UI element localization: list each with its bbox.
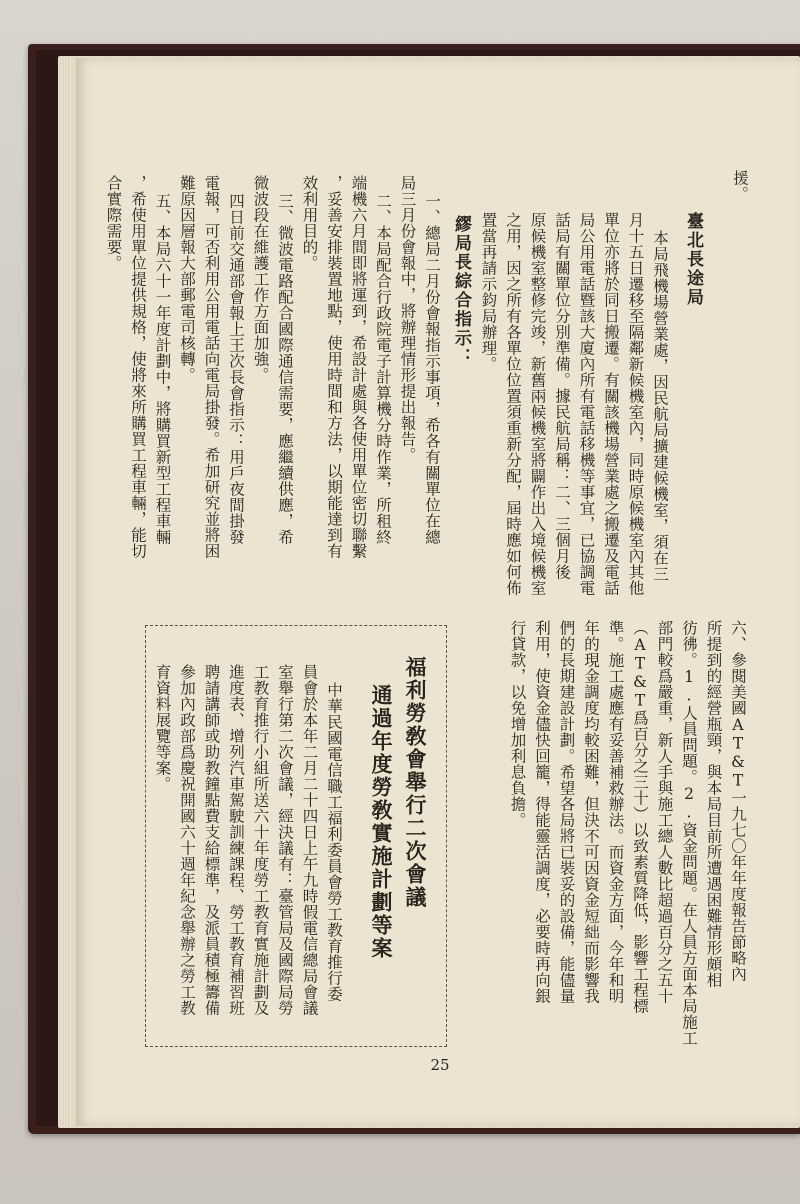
text-line: 參加內政部爲慶祝開國六十週年紀念舉辦之勞工教	[178, 664, 196, 1016]
text-line: 育資料展覽等案。	[153, 664, 172, 792]
text-line: 電報，可否利用公用電話向電局掛發。希加研究並將困	[202, 175, 221, 559]
text-line: 彷彿。1.人員問題。2.資金問題。在人員方面本局施工	[680, 620, 698, 1046]
text-line: 原候機室整修完竣，新舊兩候機室將闢作出入境候機室	[528, 212, 547, 596]
text-line: 聘請講師或助教鐘點費支給標準，及派員積極籌備	[202, 664, 221, 1016]
section-body-director	[99, 175, 444, 605]
text-line: 準。施工處應有妥善補救辦法。而資金方面，今年和明	[606, 620, 625, 1004]
text-line: 本局飛機場營業處，因民航局擴建候機室，須在三	[651, 230, 669, 582]
text-line: 所提到的經營瓶頸，與本局目前所遭遇困難情形頗相	[704, 620, 723, 988]
notice-title-line-2: 通過年度勞敎實施計劃等案	[369, 684, 394, 960]
text-line: 微波段在維護工作方面加強。	[251, 175, 270, 383]
text-line: 合實際需要。	[104, 175, 123, 271]
heading-text: 繆局長綜合指示：	[451, 215, 471, 367]
text-line: 六、參閱美國AT&T一九七〇年年度報告節略內	[729, 620, 747, 982]
text-line: ，妥善安排裝置地點，使用時間和方法，以期能達到有	[325, 175, 343, 559]
text-line: 員會於本年二月二十四日上午九時假電信總局會議	[300, 664, 319, 1016]
text-line: 置當再請示鈞局辦理。	[479, 212, 498, 372]
welfare-notice-box	[145, 625, 447, 1047]
text-line: 援。	[731, 170, 749, 202]
notice-title	[352, 656, 432, 1026]
text-line: （AT&T爲百分之三十）以致素質降低，影響工程標	[631, 620, 649, 1014]
text-line: 室舉行第二次會議，經決議有：臺管局及國際局勞	[276, 664, 294, 1016]
text-line: 效利用目的。	[300, 175, 319, 271]
text-line: 一、總局二月份會報指示事項，希各有關單位在總	[423, 193, 441, 545]
text-line: 難原因層報大部郵電司核轉。	[178, 175, 196, 383]
text-line: 四日前交通部會報上王次長會指示：用戶夜間掛發	[227, 193, 245, 545]
text-line: 三、微波電路配合國際通信需要，應繼續供應，希	[276, 193, 294, 545]
notice-body	[151, 664, 346, 1039]
text-line: 局三月份會報中，將辦理情形提出報告。	[398, 175, 417, 463]
section-six-text	[500, 620, 750, 1050]
text-line: 話局有關單位分別準備。據民航局稱：二、三個月後	[553, 212, 571, 580]
text-line: 五、本局六十一年度計劃中，將購買新型工程車輛	[153, 193, 172, 545]
text-line: 部門較爲嚴重，新人手與施工總人數比超過百分之五十	[655, 620, 674, 1004]
text-line: 年的現金調度均較困難，但決不可因資金短絀而影響我	[582, 620, 600, 1004]
section-body-taipei	[472, 212, 672, 612]
text-line: 進度表、增列汽車駕駛訓練課程、勞工教育補習班	[227, 664, 245, 1016]
text-line: 之用，因之所有各單位位置須重新分配，屆時應如何佈	[504, 212, 522, 596]
text-line: 端機六月間即將運到，希設計處與各使用單位密切聯繫	[349, 175, 368, 559]
text-line: 利用，使資金儘快回籠，得能靈活調度，必要時再向銀	[533, 620, 551, 1004]
text-line: 單位亦將於同日搬遷。有關該機場營業處之搬遷及電話	[602, 212, 620, 596]
heading-text: 臺北長途局	[683, 212, 703, 307]
text-line: 行貸款，以免增加利息負擔。	[508, 620, 527, 828]
text-line: ，希使用單位提供規格，使將來所購買工程車輛，能切	[129, 175, 147, 559]
text-line: 們的長期建設計劃。希望各局將已裝妥的設備，能儘量	[557, 620, 576, 1004]
text-line: 二、本局配合行政院電子計算機分時作業，所租終	[374, 193, 392, 545]
section-heading-director	[448, 215, 474, 415]
notice-title-line-1: 福利勞敎會舉行二次會議	[403, 656, 428, 909]
text-line: 中華民國電信職工福利委員會勞工教育推行委	[325, 682, 343, 1002]
page-number: 25	[430, 1056, 450, 1074]
text-line: 工教育推行小組所送六十年度勞工教育實施計劃及	[251, 664, 270, 1016]
continued-text	[726, 170, 752, 230]
section-heading-taipei	[680, 212, 706, 352]
text-line: 月十五日遷移至隔鄰新候機室內，同時原候機室內其他	[626, 212, 645, 596]
text-line: 局公用電話暨該大廈內所有電話移機等事宜，已協調電	[577, 212, 596, 596]
